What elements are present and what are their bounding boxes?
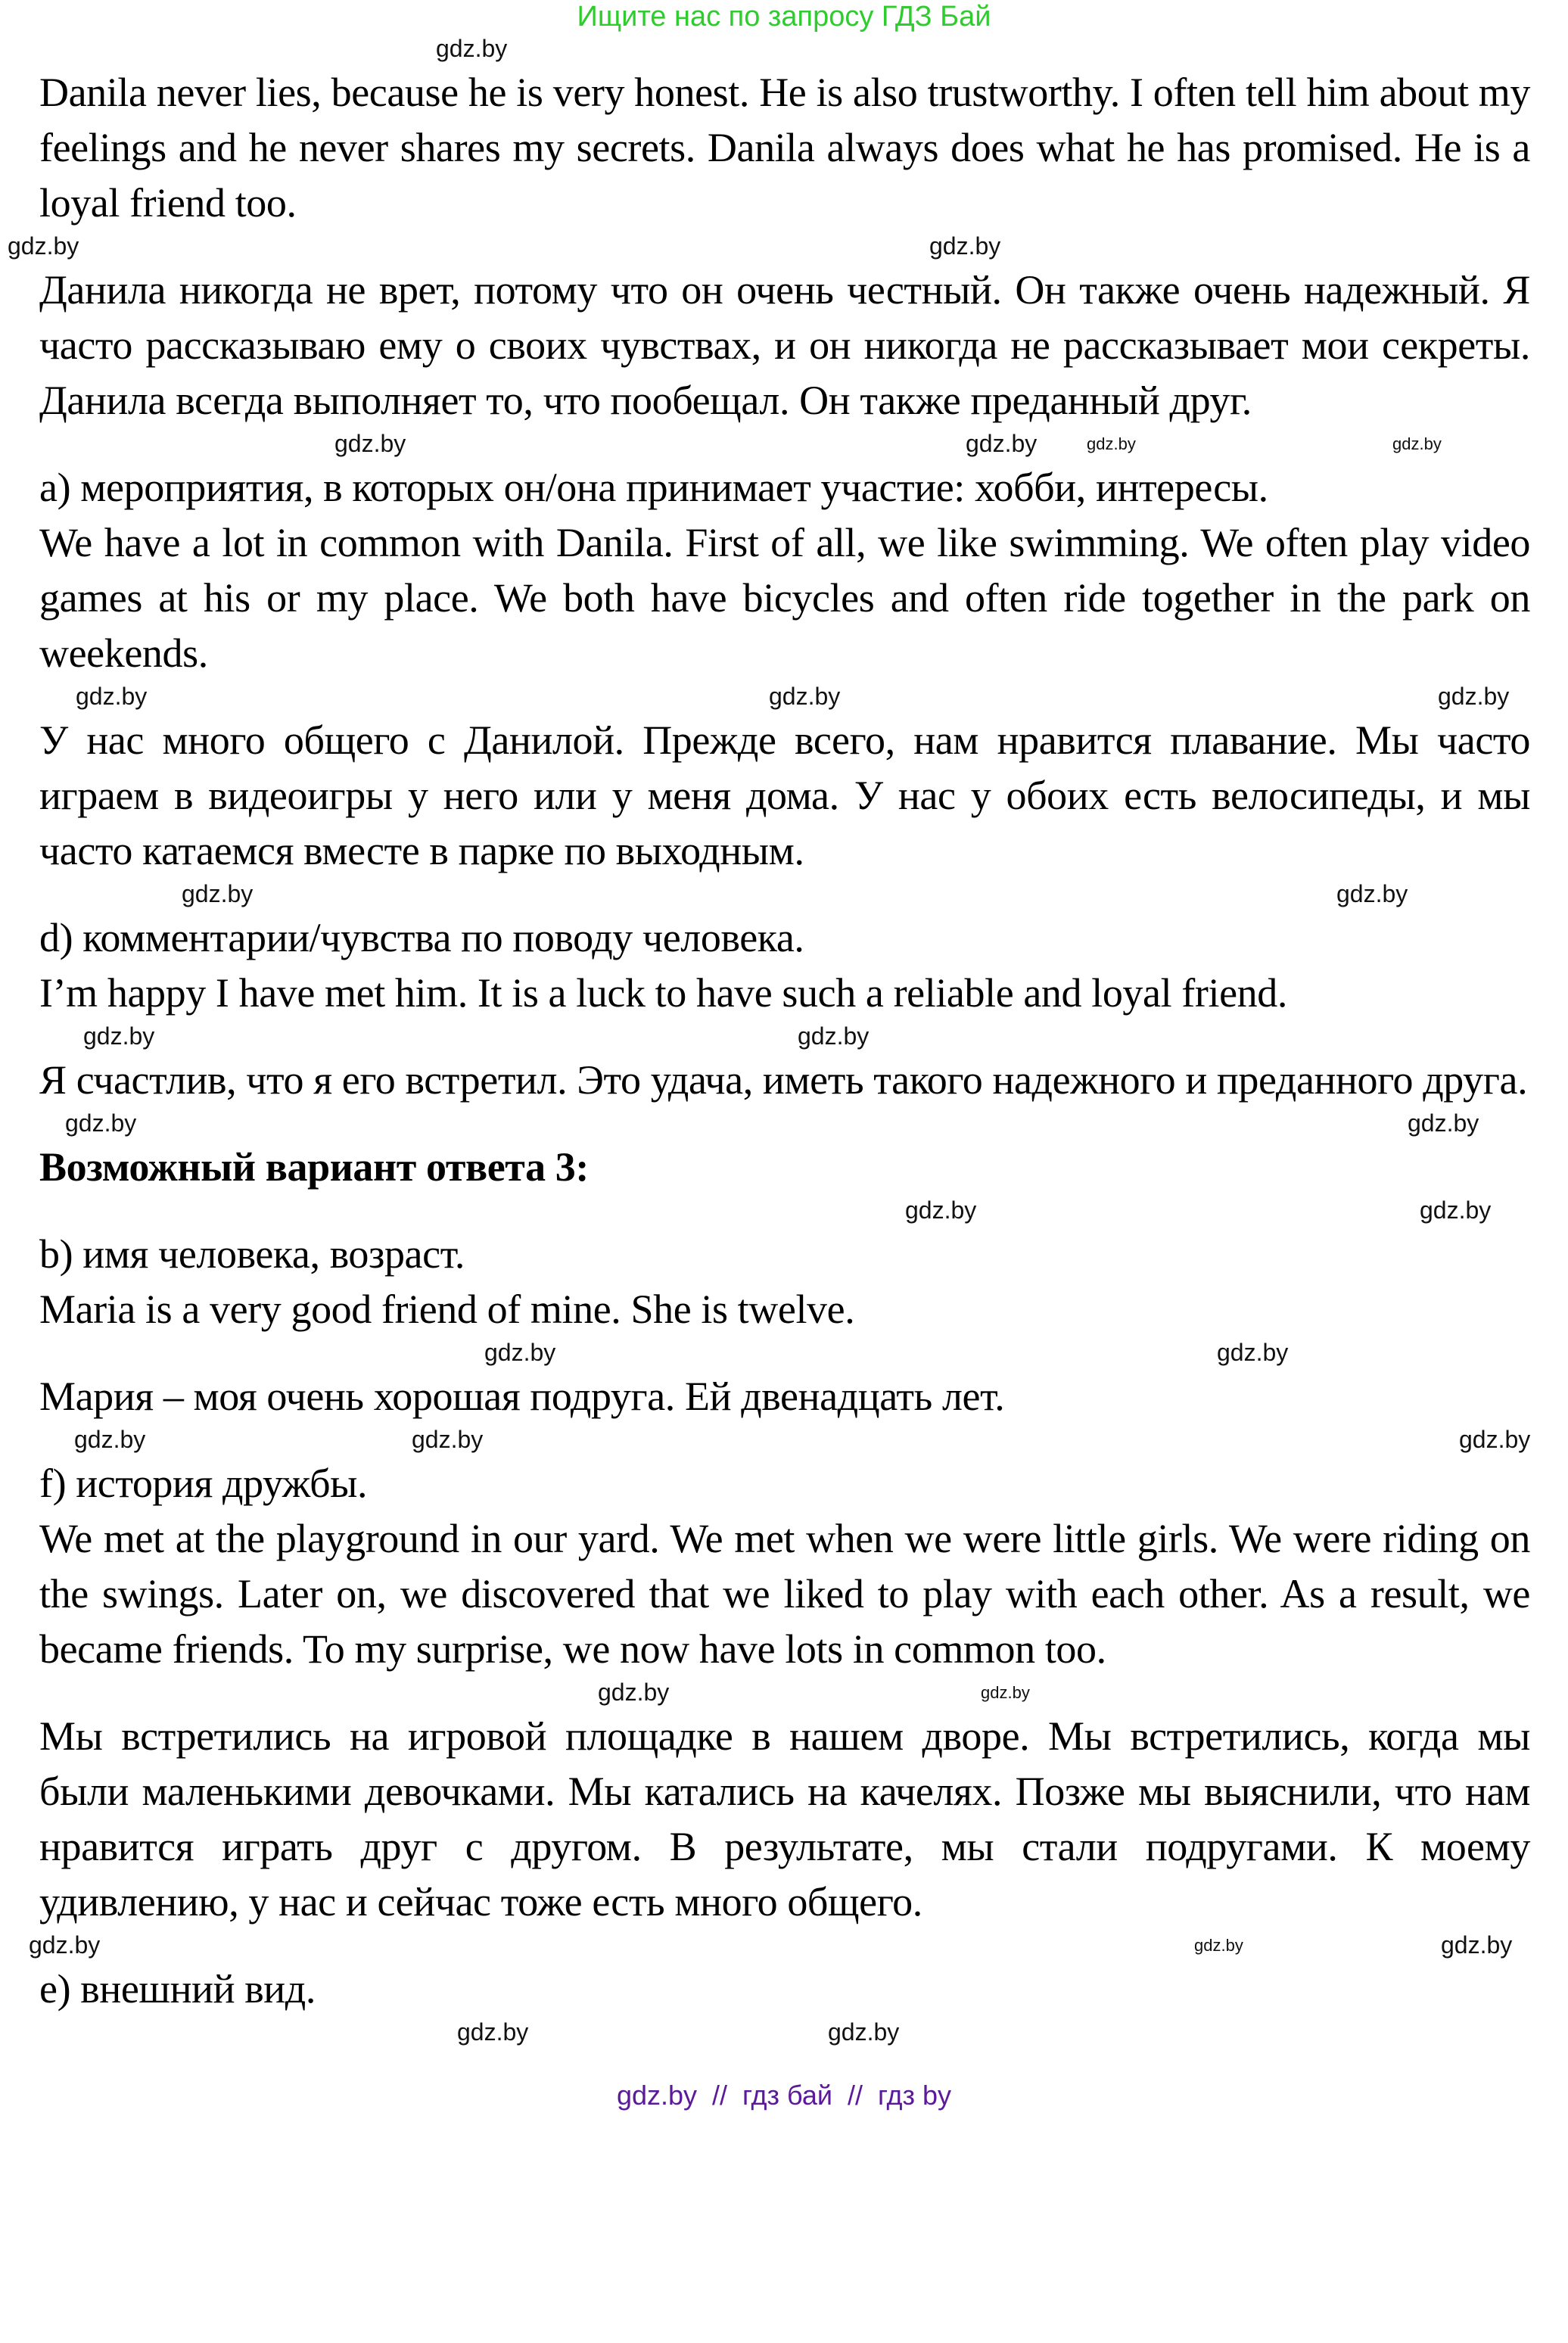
- watermark: gdz.by: [436, 35, 508, 62]
- watermark: gdz.by: [1438, 683, 1510, 710]
- watermark: gdz.by: [598, 1679, 670, 1706]
- watermark: gdz.by: [1217, 1339, 1289, 1366]
- watermark-row: [0, 681, 1568, 713]
- paragraph-en-1: Danila never lies, because he is very honest. He is also trustworthy. I often tell him about my feelings and he never shares my secrets. Danila always does what he has promised. He is a loyal friend too.: [39, 70, 1530, 226]
- watermark: gdz.by: [1459, 1426, 1531, 1453]
- watermark: gdz.by: [905, 1196, 977, 1224]
- watermark: gdz.by: [74, 1426, 146, 1453]
- section-f-label: f) история дружбы.: [39, 1461, 368, 1506]
- search-banner[interactable]: Ищите нас по запросу ГДЗ Бай: [577, 1, 991, 33]
- watermark-row: [0, 428, 1568, 460]
- watermark: gdz.by: [1392, 434, 1442, 453]
- watermark: gdz.by: [966, 430, 1038, 457]
- watermark-row: [0, 1677, 1568, 1709]
- watermark: gdz.by: [981, 1683, 1030, 1702]
- watermark: gdz.by: [182, 880, 254, 907]
- section-d-label: d) комментарии/чувства по поводу человека.: [39, 915, 804, 960]
- watermark: gdz.by: [83, 1022, 155, 1050]
- watermark: gdz.by: [769, 683, 841, 710]
- watermark: gdz.by: [8, 232, 79, 260]
- watermark: gdz.by: [929, 232, 1001, 260]
- watermark: gdz.by: [484, 1339, 556, 1366]
- watermark: gdz.by: [76, 683, 148, 710]
- watermark-row: [0, 1195, 1568, 1227]
- section-e-label: e) внешний вид.: [39, 1966, 316, 2012]
- section-f-en: We met at the playground in our yard. We met when we were little girls. We were riding on the swings. Later on, we discovered that we liked to play with each other. As a result, we became friends. To my surprise, we now have lots in common too.: [39, 1516, 1530, 1672]
- heading-variant-3: Возможный вариант ответа 3:: [39, 1144, 589, 1190]
- watermark: gdz.by: [65, 1109, 137, 1137]
- section-f: [39, 1456, 1530, 1677]
- section-b: [39, 1227, 1530, 1337]
- watermark: gdz.by: [1441, 1931, 1513, 1959]
- section-f-ru: Мы встретились на игровой площадке в нашем дворе. Мы встретились, когда мы были маленькими девочками. Мы катались на качелях. Позже мы выяснили, что нам нравится играть друг с другом. В результате, мы стали подругами. К моему удивлению, у нас и сейчас тоже есть много общего.: [39, 1713, 1530, 1924]
- watermark: gdz.by: [1408, 1109, 1479, 1137]
- watermark: gdz.by: [828, 2018, 900, 2046]
- watermark: gdz.by: [1087, 434, 1136, 453]
- watermark: gdz.by: [1194, 1936, 1243, 1955]
- section-b-label: b) имя человека, возраст.: [39, 1231, 465, 1277]
- paragraph-ru-1: Данила никогда не врет, потому что он очень честный. Он также очень надежный. Я часто рассказываю ему о своих чувствах, и он никогда не рассказывает мои секреты. Данила всегда выполняет то, что пообещал. Он также преданный друг.: [39, 267, 1530, 423]
- section-a: [39, 460, 1530, 681]
- section-b-ru: Мария – моя очень хорошая подруга. Ей двенадцать лет.: [39, 1374, 1005, 1419]
- watermark-row: [0, 1424, 1568, 1456]
- watermark: gdz.by: [1336, 880, 1408, 907]
- section-d: [39, 910, 1530, 1021]
- watermark: gdz.by: [457, 2018, 529, 2046]
- section-d-en: I’m happy I have met him. It is a luck to have such a reliable and loyal friend.: [39, 970, 1287, 1016]
- watermark-row: [0, 1108, 1568, 1140]
- footer-links[interactable]: gdz.by // гдз бай // гдз by: [616, 2080, 952, 2111]
- watermark-row: [0, 231, 1568, 263]
- section-a-en: We have a lot in common with Danila. First of all, we like swimming. We often play video games at his or my place. We both have bicycles and often ride together in the park on weekends.: [39, 520, 1530, 676]
- section-d-ru: Я счастлив, что я его встретил. Это удача, иметь такого надежного и преданного друга.: [39, 1057, 1528, 1103]
- watermark-row: [0, 879, 1568, 910]
- watermark-row: [0, 33, 1568, 65]
- watermark-row: [0, 1930, 1568, 1962]
- section-a-label: a) мероприятия, в которых он/она принимает участие: хобби, интересы.: [39, 465, 1268, 510]
- watermark: gdz.by: [334, 430, 406, 457]
- watermark: gdz.by: [798, 1022, 870, 1050]
- watermark: gdz.by: [29, 1931, 101, 1959]
- watermark: gdz.by: [1420, 1196, 1492, 1224]
- watermark: gdz.by: [412, 1426, 484, 1453]
- watermark-row: [0, 2017, 1568, 2049]
- watermark-row: [0, 1021, 1568, 1053]
- watermark-row: [0, 1337, 1568, 1369]
- section-b-en: Maria is a very good friend of mine. She is twelve.: [39, 1287, 855, 1332]
- section-a-ru: У нас много общего с Данилой. Прежде всего, нам нравится плавание. Мы часто играем в видеоигры у него или у меня дома. У нас у обоих есть велосипеды, и мы часто катаемся вместе в парке по выходным.: [39, 717, 1530, 873]
